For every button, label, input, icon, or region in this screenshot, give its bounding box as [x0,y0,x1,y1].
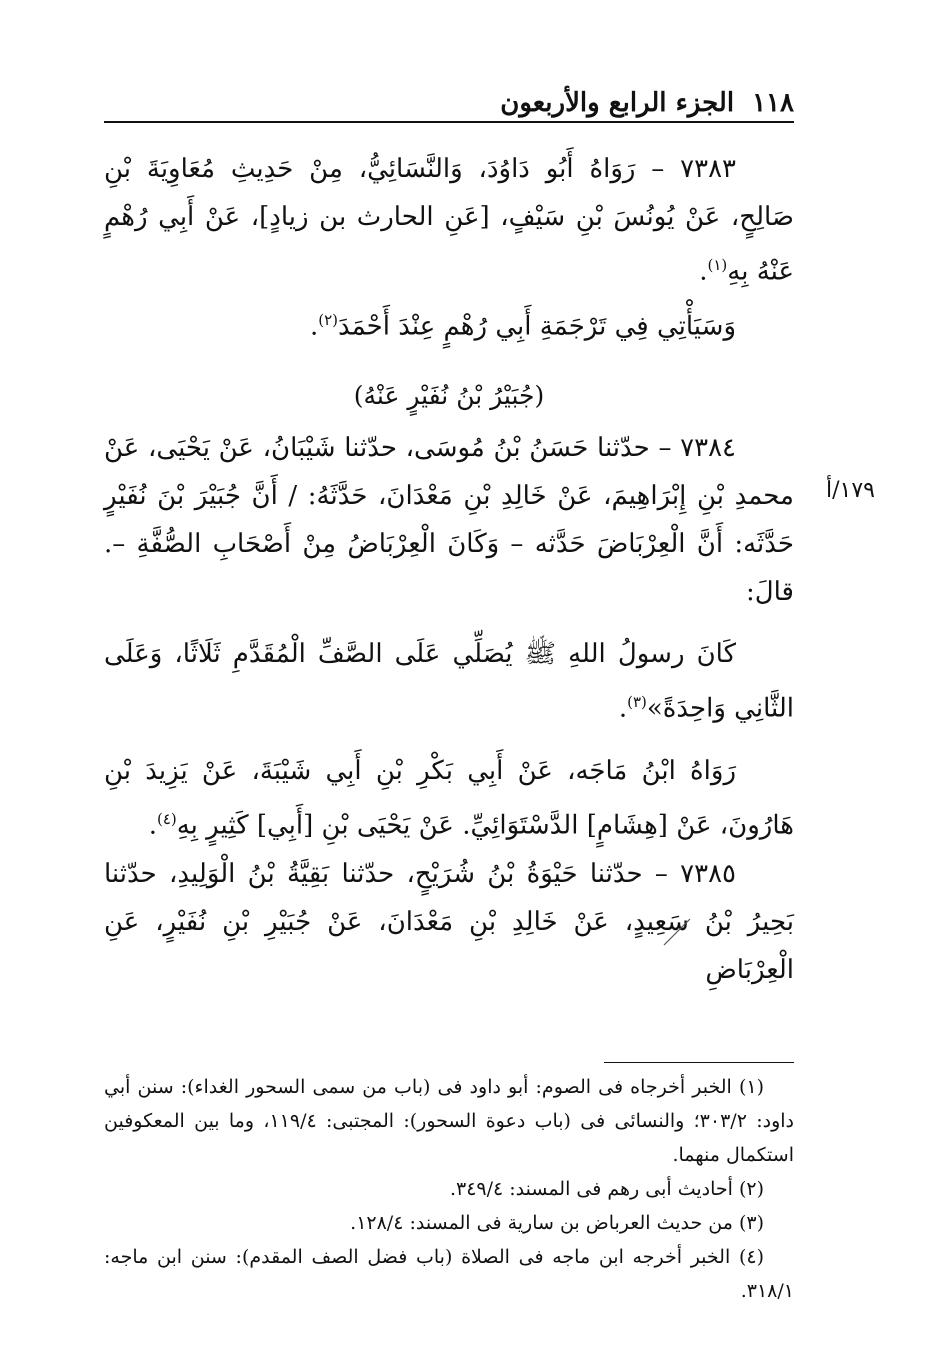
footnotes [104,1070,794,1308]
cross-reference: وَسَيَأْتِي فِي تَرْجَمَةِ أَبِي رُهْمٍ عِنْدَ أَحْمَدَ$^{(٢)}$. [309,310,736,342]
pen-stroke-mark [660,915,694,949]
volume-title: الجزء الرابع والأربعون [500,88,735,118]
hadith-7383-text: ٧٣٨٣ – رَوَاهُ أَبُو دَاوُدَ، وَالنَّسَائِيُّ، مِنْ حَدِيثِ مُعَاوِيَةَ بْنِ صَالِحٍ، عَنْ يُونُسَ بْنِ سَيْفٍ، [عَنِ الحارث بن زيادٍ]، عَنْ أَبِي رُهْمٍ عَنْهُ بِهِ [104,154,794,287]
page-header [104,70,794,118]
footnote-3: (٣) من حديث العرباض بن سارية فى المسند: ١٢٨/٤. [350,1212,764,1234]
footnote-1: (١) الخبر أخرجاه فى الصوم: أبو داود فى (باب من سمى السحور الغداء): سنن أبي داود: ٣٠٣/٢؛ والنسائى فى (باب دعوة السحور): المجتبى: ١١٩/٤، وما بين المعكوفين استكمال منهما. [104,1076,794,1166]
footnote-4: (٤) الخبر أخرجه ابن ماجه فى الصلاة (باب فضل الصف المقدم): سنن ابن ماجه: ٣١٨/١. [104,1246,794,1302]
footnote-ref-1: (١) [707,256,728,274]
footnote-ref-2: (٢) [318,310,338,329]
page-number: ١١٨ [752,88,794,118]
hadith-7384-takhrij-text: رَوَاهُ ابْنُ مَاجَه، عَنْ أَبِي بَكْرِ بْنِ أَبِي شَيْبَةَ، عَنْ يَزِيدَ بْنِ هَارُونَ، عَنْ [هِشَامٍ] الدَّسْتَوَائِيِّ. عَنْ يَحْيَى بْنِ [أَبِي] كَثِيرٍ بِهِ [104,755,794,841]
footnote-rule [604,1062,794,1063]
hadith-7384-matn: كَانَ رسولُ اللهِ ﷺ يُصَلِّي عَلَى الصَّفِّ الْمُقَدَّمِ ثَلَاثًا، وَعَلَى الثَّانِي وَاحِدَةً»$^{(٣)}$. [104,639,794,724]
manuscript-folio-note: ١٧٩/أ [826,478,875,503]
hadith-7384-matn-text: كَانَ رسولُ اللهِ ﷺ يُصَلِّي عَلَى الصَّفِّ الْمُقَدَّمِ ثَلَاثًا، وَعَلَى الثَّانِي وَاحِدَةً» [104,639,794,724]
main-text [104,145,794,994]
hadith-7384: ٧٣٨٤ – حدّثنا حَسَنُ بْنُ مُوسَى، حدّثنا شَيْبَانُ، عَنْ يَحْيَى، عَنْ محمدِ بْنِ إِبْرَاهِيمَ، عَنْ خَالِدِ بْنِ مَعْدَانَ، حَدَّثَهُ: / أَنَّ جُبَيْرَ بْنَ نُفَيْرٍ حَدَّثَه: أَنَّ الْعِرْبَاضَ حَدَّثه – وَكَانَ الْعِرْبَاضُ مِنْ أَصْحَابِ الصُّفَّةِ –. قالَ: [104,433,794,608]
footnote-ref-3: (٣) [627,693,647,712]
footnote-2: (٢) أحاديث أبى رهم فى المسند: ٣٤٩/٤. [449,1178,764,1200]
footnote-ref-4: (٤) [156,809,177,828]
header-rule [104,121,794,123]
hadith-7383: ٧٣٨٣ – رَوَاهُ أَبُو دَاوُدَ، وَالنَّسَائِيُّ، مِنْ حَدِيثِ مُعَاوِيَةَ بْنِ صَالِحٍ، عَنْ يُونُسَ بْنِ سَيْفٍ، [عَنِ الحارث بن زيادٍ]، عَنْ أَبِي رُهْمٍ عَنْهُ بِهِ$^{(١)}$. [104,154,794,287]
hadith-7385: ٧٣٨٥ – حدّثنا حَيْوَةُ بْنُ شُرَيْحٍ، حدّثنا بَقِيَّةُ بْنُ الْوَلِيدِ، حدّثنا بَحِيرُ بْنُ سَعِيدٍ، عَنْ خَالِدِ بْنِ مَعْدَانَ، عَنْ جُبَيْرِ بْنِ نُفَيْرٍ، عَنِ الْعِرْبَاضِ [104,858,794,985]
section-heading: (جُبَيْرُ بْنُ نُفَيْرٍ عَنْهُ) [353,381,545,411]
cross-reference-text: وَسَيَأْتِي فِي تَرْجَمَةِ أَبِي رُهْمٍ عِنْدَ أَحْمَدَ [337,311,736,342]
hadith-7384-takhrij: رَوَاهُ ابْنُ مَاجَه، عَنْ أَبِي بَكْرِ بْنِ أَبِي شَيْبَةَ، عَنْ يَزِيدَ بْنِ هَارُونَ، عَنْ [هِشَامٍ] الدَّسْتَوَائِيِّ. عَنْ يَحْيَى بْنِ [أَبِي] كَثِيرٍ بِهِ$^{(٤)}$. [104,755,794,841]
